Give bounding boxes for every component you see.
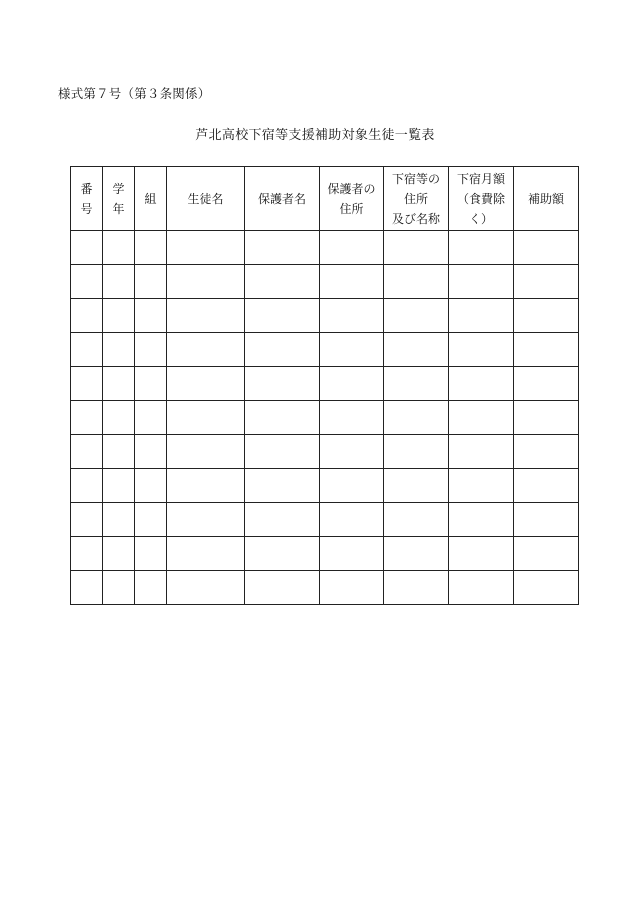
table-cell-subsidy[interactable] bbox=[514, 435, 579, 469]
table-cell-student-name[interactable] bbox=[167, 571, 245, 605]
table-cell-guardian-address[interactable] bbox=[320, 367, 384, 401]
table-cell-class[interactable] bbox=[135, 503, 167, 537]
table-cell-number[interactable] bbox=[71, 265, 103, 299]
table-cell-guardian-address[interactable] bbox=[320, 571, 384, 605]
column-header-grade: 学 年 bbox=[103, 167, 135, 231]
table-cell-grade[interactable] bbox=[103, 435, 135, 469]
table-row bbox=[71, 469, 579, 503]
table-cell-lodging-address[interactable] bbox=[384, 367, 449, 401]
table-cell-grade[interactable] bbox=[103, 367, 135, 401]
table-cell-subsidy[interactable] bbox=[514, 265, 579, 299]
table-cell-subsidy[interactable] bbox=[514, 503, 579, 537]
table-cell-class[interactable] bbox=[135, 435, 167, 469]
subsidy-roster-table bbox=[70, 166, 579, 605]
table-cell-student-name[interactable] bbox=[167, 231, 245, 265]
table-cell-grade[interactable] bbox=[103, 299, 135, 333]
table-row bbox=[71, 401, 579, 435]
table-cell-subsidy[interactable] bbox=[514, 537, 579, 571]
table-cell-class[interactable] bbox=[135, 333, 167, 367]
table-cell-class[interactable] bbox=[135, 469, 167, 503]
table-cell-subsidy[interactable] bbox=[514, 571, 579, 605]
table-cell-lodging-address[interactable] bbox=[384, 265, 449, 299]
table-row bbox=[71, 503, 579, 537]
table-cell-grade[interactable] bbox=[103, 401, 135, 435]
form-number: 様式第７号（第３条関係） bbox=[58, 86, 211, 101]
table-cell-class[interactable] bbox=[135, 367, 167, 401]
table-cell-monthly-rent[interactable] bbox=[449, 299, 514, 333]
table-cell-monthly-rent[interactable] bbox=[449, 333, 514, 367]
column-header-student-name: 生徒名 bbox=[167, 167, 245, 231]
column-header-lodging-address: 下宿等の 住所 及び名称 bbox=[384, 167, 449, 231]
table-cell-lodging-address[interactable] bbox=[384, 435, 449, 469]
table-cell-lodging-address[interactable] bbox=[384, 401, 449, 435]
table-row bbox=[71, 299, 579, 333]
table-cell-number[interactable] bbox=[71, 503, 103, 537]
table-cell-student-name[interactable] bbox=[167, 469, 245, 503]
table-cell-lodging-address[interactable] bbox=[384, 333, 449, 367]
table-cell-student-name[interactable] bbox=[167, 265, 245, 299]
table-cell-subsidy[interactable] bbox=[514, 231, 579, 265]
table-cell-guardian-address[interactable] bbox=[320, 265, 384, 299]
table-cell-number[interactable] bbox=[71, 367, 103, 401]
table-cell-grade[interactable] bbox=[103, 265, 135, 299]
table-row bbox=[71, 367, 579, 401]
table-cell-class[interactable] bbox=[135, 265, 167, 299]
table-body bbox=[71, 231, 579, 605]
table-cell-student-name[interactable] bbox=[167, 299, 245, 333]
table-cell-class[interactable] bbox=[135, 571, 167, 605]
table-cell-student-name[interactable] bbox=[167, 503, 245, 537]
column-header-guardian-name: 保護者名 bbox=[245, 167, 320, 231]
table-cell-lodging-address[interactable] bbox=[384, 299, 449, 333]
table-row bbox=[71, 571, 579, 605]
table-cell-subsidy[interactable] bbox=[514, 299, 579, 333]
column-header-class: 組 bbox=[135, 167, 167, 231]
table-cell-monthly-rent[interactable] bbox=[449, 537, 514, 571]
table-cell-guardian-address[interactable] bbox=[320, 537, 384, 571]
table-cell-number[interactable] bbox=[71, 401, 103, 435]
table-cell-grade[interactable] bbox=[103, 231, 135, 265]
table-cell-guardian-name[interactable] bbox=[245, 571, 320, 605]
table-cell-guardian-address[interactable] bbox=[320, 231, 384, 265]
table-cell-class[interactable] bbox=[135, 401, 167, 435]
table-cell-class[interactable] bbox=[135, 299, 167, 333]
table-cell-monthly-rent[interactable] bbox=[449, 469, 514, 503]
table-cell-number[interactable] bbox=[71, 435, 103, 469]
table-cell-guardian-name[interactable] bbox=[245, 435, 320, 469]
column-header-guardian-address: 保護者の 住所 bbox=[320, 167, 384, 231]
table-cell-monthly-rent[interactable] bbox=[449, 367, 514, 401]
table-cell-guardian-name[interactable] bbox=[245, 469, 320, 503]
table-cell-student-name[interactable] bbox=[167, 367, 245, 401]
table-cell-number[interactable] bbox=[71, 333, 103, 367]
table-cell-guardian-address[interactable] bbox=[320, 299, 384, 333]
table-row bbox=[71, 333, 579, 367]
table-cell-guardian-name[interactable] bbox=[245, 265, 320, 299]
table-row bbox=[71, 537, 579, 571]
document-title: 芦北高校下宿等支援補助対象生徒一覧表 bbox=[195, 128, 435, 143]
table-cell-student-name[interactable] bbox=[167, 401, 245, 435]
table-cell-number[interactable] bbox=[71, 537, 103, 571]
table-cell-monthly-rent[interactable] bbox=[449, 571, 514, 605]
table-cell-lodging-address[interactable] bbox=[384, 469, 449, 503]
table-cell-guardian-name[interactable] bbox=[245, 299, 320, 333]
column-header-subsidy: 補助額 bbox=[514, 167, 579, 231]
table-cell-number[interactable] bbox=[71, 231, 103, 265]
table-cell-guardian-name[interactable] bbox=[245, 367, 320, 401]
table-cell-number[interactable] bbox=[71, 469, 103, 503]
table-cell-monthly-rent[interactable] bbox=[449, 231, 514, 265]
table-cell-number[interactable] bbox=[71, 571, 103, 605]
table-cell-guardian-name[interactable] bbox=[245, 537, 320, 571]
table-cell-monthly-rent[interactable] bbox=[449, 401, 514, 435]
table-cell-class[interactable] bbox=[135, 537, 167, 571]
table-cell-monthly-rent[interactable] bbox=[449, 265, 514, 299]
table-cell-guardian-address[interactable] bbox=[320, 435, 384, 469]
table-cell-lodging-address[interactable] bbox=[384, 503, 449, 537]
table-cell-subsidy[interactable] bbox=[514, 333, 579, 367]
column-header-monthly-rent: 下宿月額 （食費除 く） bbox=[449, 167, 514, 231]
table-cell-guardian-address[interactable] bbox=[320, 469, 384, 503]
table-cell-grade[interactable] bbox=[103, 537, 135, 571]
table-cell-student-name[interactable] bbox=[167, 537, 245, 571]
table-cell-guardian-address[interactable] bbox=[320, 401, 384, 435]
table-cell-guardian-address[interactable] bbox=[320, 503, 384, 537]
table-cell-grade[interactable] bbox=[103, 333, 135, 367]
table-cell-guardian-address[interactable] bbox=[320, 333, 384, 367]
table-cell-guardian-name[interactable] bbox=[245, 333, 320, 367]
table-cell-guardian-name[interactable] bbox=[245, 401, 320, 435]
table-cell-grade[interactable] bbox=[103, 469, 135, 503]
table-cell-subsidy[interactable] bbox=[514, 367, 579, 401]
table-cell-guardian-name[interactable] bbox=[245, 503, 320, 537]
table-cell-subsidy[interactable] bbox=[514, 469, 579, 503]
table-cell-student-name[interactable] bbox=[167, 333, 245, 367]
table-row bbox=[71, 231, 579, 265]
table-cell-grade[interactable] bbox=[103, 571, 135, 605]
table-cell-guardian-name[interactable] bbox=[245, 231, 320, 265]
column-header-number: 番 号 bbox=[71, 167, 103, 231]
table-cell-lodging-address[interactable] bbox=[384, 537, 449, 571]
table-cell-lodging-address[interactable] bbox=[384, 571, 449, 605]
table-cell-student-name[interactable] bbox=[167, 435, 245, 469]
table-cell-number[interactable] bbox=[71, 299, 103, 333]
table-cell-class[interactable] bbox=[135, 231, 167, 265]
table-row bbox=[71, 435, 579, 469]
table-cell-monthly-rent[interactable] bbox=[449, 503, 514, 537]
table-row bbox=[71, 265, 579, 299]
table-cell-subsidy[interactable] bbox=[514, 401, 579, 435]
table-cell-grade[interactable] bbox=[103, 503, 135, 537]
table-header-row bbox=[71, 167, 579, 231]
table-cell-monthly-rent[interactable] bbox=[449, 435, 514, 469]
table-cell-lodging-address[interactable] bbox=[384, 231, 449, 265]
